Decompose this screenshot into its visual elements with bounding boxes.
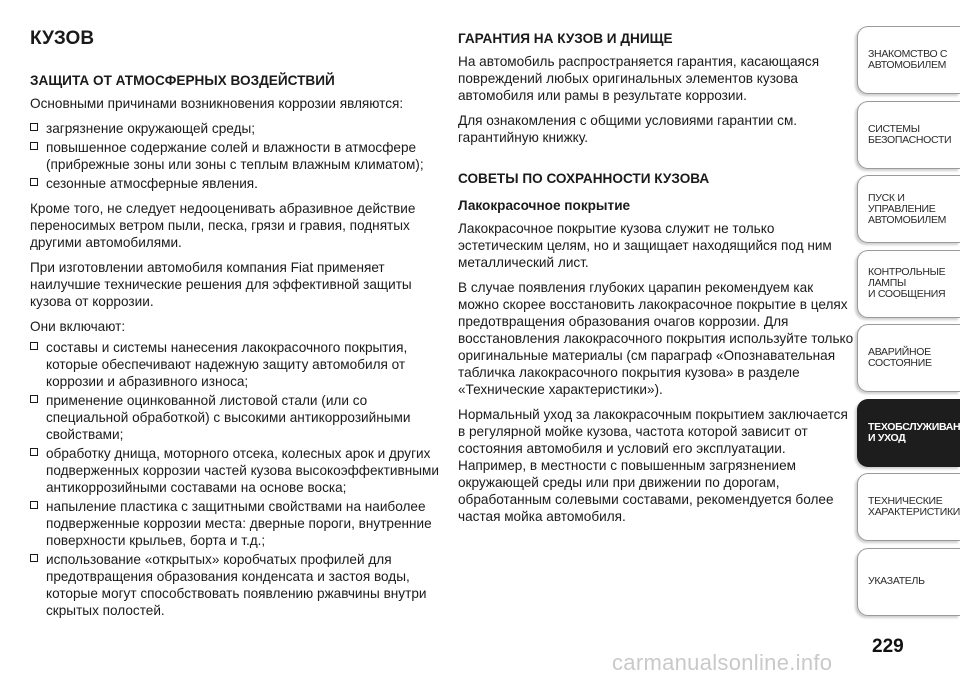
right-column [458, 30, 854, 533]
chapter-tabs [857, 26, 974, 622]
tab-starting-driving[interactable]: ПУСК И УПРАВЛЕНИЕ АВТОМОБИЛЕМ [857, 175, 960, 243]
includes-intro: Они включают: [30, 319, 126, 334]
checkbox-bullet-icon [30, 342, 38, 350]
fiat-paragraph: При изготовлении автомобиля компания Fiat применяет наилучшие технические решения для эффективной защиты кузова от коррозии. [30, 260, 412, 309]
checkbox-bullet-icon [30, 501, 38, 509]
list-item: напыление пластика с защитными свойствами на наиболее подверженные коррозии места: дверные пороги, внутренние поверхности крыльев, борта и т.д.; [30, 498, 440, 549]
tab-technical-specs[interactable]: ТЕХНИЧЕСКИЕ ХАРАКТЕРИСТИКИ [857, 473, 960, 541]
paint-paragraph-2: В случае появления глубоких царапин рекомендуем как можно скорее восстановить лакокрасочное покрытие в целях предотвращения образования очагов коррозии. Для восстановления лакокрасочного покрытия используйте только оригинальные материалы (см параграф «Опознавательная табличка лакокрасочного покрытия кузова» в разделе «Технические характеристики»). [458, 280, 854, 397]
section-title-body-care: СОВЕТЫ ПО СОХРАННОСТИ КУЗОВА [458, 171, 710, 186]
list-item: использование «открытых» коробчатых профилей для предотвращения образования конденсата и застоя воды, которые могут способствовать появлению ржавчины внутри скрытых полостей. [30, 551, 440, 619]
list-item: загрязнение окружающей среды; [30, 120, 440, 137]
tab-getting-to-know[interactable]: ЗНАКОМСТВО С АВТОМОБИЛЕМ [857, 26, 960, 94]
includes-list [30, 339, 440, 619]
page-number: 229 [872, 636, 904, 657]
tab-index[interactable]: УКАЗАТЕЛЬ [857, 548, 960, 616]
tab-warning-lights[interactable]: КОНТРОЛЬНЫЕ ЛАМПЫ И СООБЩЕНИЯ [857, 250, 960, 318]
tab-maintenance-active[interactable]: ТЕХОБСЛУЖИВАНИЕ И УХОД [857, 399, 960, 467]
checkbox-bullet-icon [30, 395, 38, 403]
checkbox-bullet-icon [30, 123, 38, 131]
warranty-paragraph-2: Для ознакомления с общими условиями гарантии см. гарантийную книжку. [458, 113, 798, 145]
page-title: КУЗОВ [30, 28, 95, 49]
section-title-corrosion-protection: ЗАЩИТА ОТ АТМОСФЕРНЫХ ВОЗДЕЙСТВИЙ [30, 73, 335, 88]
checkbox-bullet-icon [30, 178, 38, 186]
checkbox-bullet-icon [30, 448, 38, 456]
left-column [30, 24, 440, 627]
tab-safety-systems[interactable]: СИСТЕМЫ БЕЗОПАСНОСТИ [857, 101, 960, 169]
list-item: повышенное содержание солей и влажности в атмосфере (прибрежные зоны или зоны с теплым влажным климатом); [30, 139, 440, 173]
paint-paragraph-3: Нормальный уход за лакокрасочным покрытием заключается в регулярной мойке кузова, частота которой зависит от состояния автомобиля и условий его эксплуатации. Например, в местности с повышенным загрязнением окружающей среды или при движении по дорогам, обработанным солевыми составами, рекомендуется более частая мойка автомобиля. [458, 407, 848, 524]
warranty-paragraph-1: На автомобиль распространяется гарантия, касающаяся повреждений любых оригинальных элементов кузова автомобиля или рамы в результате коррозии. [458, 54, 820, 103]
causes-intro: Основными причинами возникновения коррозии являются: [30, 96, 404, 111]
list-item: применение оцинкованной листовой стали (или со специальной обработкой) с высокими антикоррозийными свойствами; [30, 392, 440, 443]
paint-paragraph-1: Лакокрасочное покрытие кузова служит не только эстетическим целям, но и защищает находящийся под ним металлический лист. [458, 221, 832, 270]
abrasion-paragraph: Кроме того, не следует недооценивать абразивное действие переносимых ветром пыли, песка, грязи и гравия, поднятых другими автомобилями. [30, 201, 416, 250]
checkbox-bullet-icon [30, 554, 38, 562]
watermark: carmanualsonline.info [612, 650, 833, 675]
list-item: сезонные атмосферные явления. [30, 175, 440, 192]
tab-emergency[interactable]: АВАРИЙНОЕ СОСТОЯНИЕ [857, 324, 960, 392]
list-item: составы и системы нанесения лакокрасочного покрытия, которые обеспечивают надежную защиту автомобиля от коррозии и абразивного износа; [30, 339, 440, 390]
list-item: обработку днища, моторного отсека, колесных арок и других подверженных коррозии частей кузова высокоэффективными антикоррозийными составами на основе воска; [30, 445, 440, 496]
section-title-warranty: ГАРАНТИЯ НА КУЗОВ И ДНИЩЕ [458, 31, 673, 46]
causes-list [30, 120, 440, 192]
subsection-title-paint: Лакокрасочное покрытие [458, 198, 631, 213]
checkbox-bullet-icon [30, 142, 38, 150]
